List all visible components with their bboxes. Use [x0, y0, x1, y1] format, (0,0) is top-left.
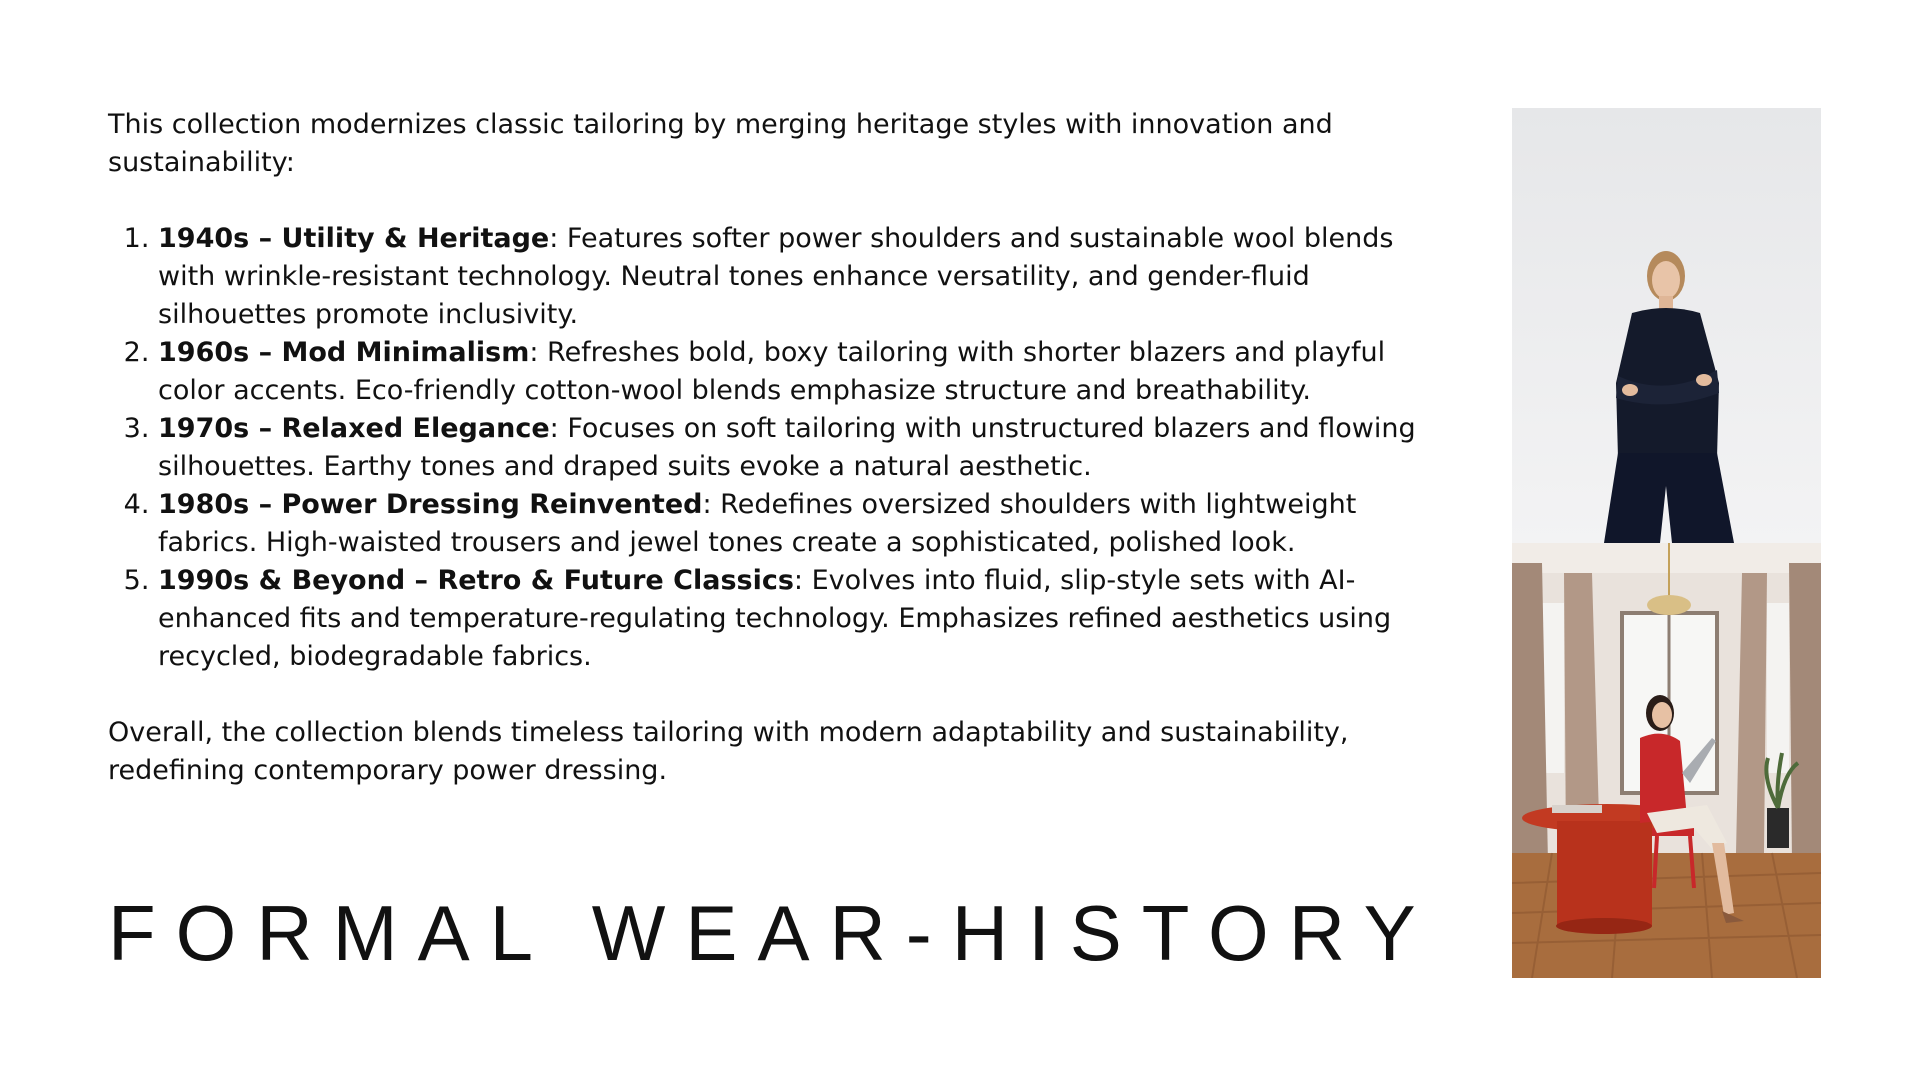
era-description: : Refreshes bold, boxy tailoring with shorter blazers and playful color accents. Eco-friendly cotton-wool blends emphasize structure and breathability.	[158, 337, 1386, 406]
list-item	[158, 410, 1448, 486]
era-description: : Evolves into fluid, slip-style sets with AI-enhanced fits and temperature-regulating technology. Emphasizes refined aesthetics using recycled, biodegradable fabrics.	[158, 565, 1392, 672]
era-description: : Redefines oversized shoulders with lightweight fabrics. High-waisted trousers and jewel tones create a sophisticated, polished look.	[158, 489, 1357, 558]
era-heading: 1980s – Power Dressing Reinvented	[158, 489, 703, 520]
era-heading: 1990s & Beyond – Retro & Future Classics	[158, 565, 794, 596]
list-item	[158, 334, 1448, 410]
era-heading: 1940s – Utility & Heritage	[158, 223, 550, 254]
list-item	[158, 486, 1448, 562]
era-description: : Features softer power shoulders and sustainable wool blends with wrinkle-resistant technology. Neutral tones enhance versatility, and gender-fluid silhouettes promote inclusivity.	[158, 223, 1394, 330]
era-list	[108, 220, 1448, 676]
era-heading: 1960s – Mod Minimalism	[158, 337, 530, 368]
photo-navy-suit	[1512, 108, 1821, 543]
era-heading: 1970s – Relaxed Elegance	[158, 413, 550, 444]
conclusion-paragraph: Overall, the collection blends timeless tailoring with modern adaptability and sustainability, redefining contemporary power dressing.	[108, 717, 1349, 786]
spacer	[108, 676, 1448, 714]
body-text	[108, 106, 1448, 790]
page-title: FORMAL WEAR-HISTORY	[108, 889, 1436, 977]
photo-red-blazer	[1512, 543, 1821, 978]
list-item	[158, 562, 1448, 676]
era-description: : Focuses on soft tailoring with unstructured blazers and flowing silhouettes. Earthy tones and draped suits evoke a natural aesthetic.	[158, 413, 1416, 482]
spacer	[108, 182, 1448, 220]
list-item	[158, 220, 1448, 334]
intro-paragraph: This collection modernizes classic tailoring by merging heritage styles with innovation and sustainability:	[108, 109, 1333, 178]
